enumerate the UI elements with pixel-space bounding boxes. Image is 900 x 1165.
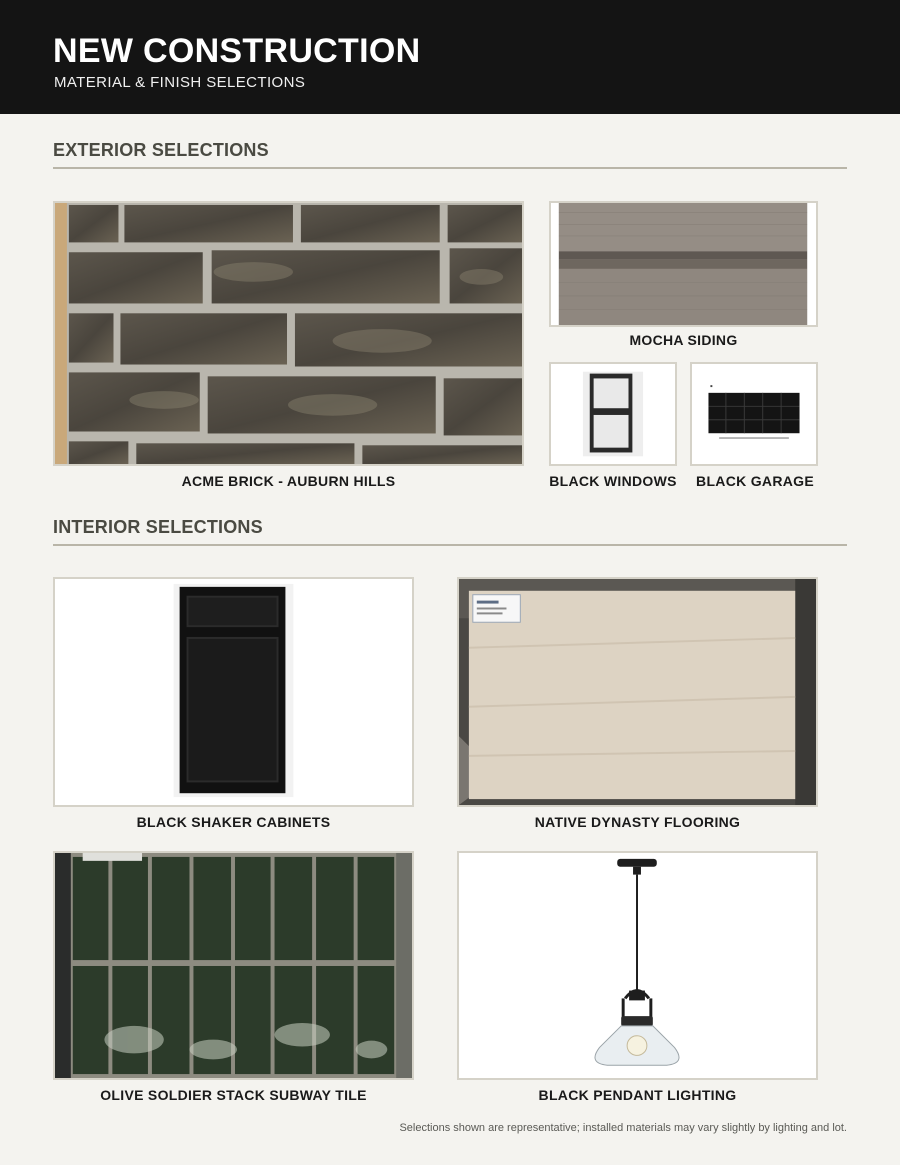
subway-tile-swatch-image: [53, 851, 414, 1080]
page-subtitle: MATERIAL & FINISH SELECTIONS: [54, 74, 306, 91]
flooring-caption: NATIVE DYNASTY FLOORING: [534, 814, 741, 830]
pendant-caption: BLACK PENDANT LIGHTING: [538, 1087, 737, 1103]
garage-swatch-image: [690, 362, 818, 466]
window-swatch-image: [549, 362, 677, 466]
subway-tile-caption: OLIVE SOLDIER STACK SUBWAY TILE: [100, 1087, 367, 1103]
siding-swatch-image: [549, 201, 818, 327]
exterior-heading: EXTERIOR SELECTIONS: [53, 139, 847, 169]
pendant-light-swatch-image: [457, 851, 818, 1080]
flooring-swatch-image: [457, 577, 818, 807]
brick-swatch-image: [53, 201, 524, 466]
footnote: Selections shown are representative; installed materials may vary slightly by lighting and lot.: [399, 1122, 847, 1134]
cabinets-caption: BLACK SHAKER CABINETS: [136, 814, 331, 830]
windows-caption: BLACK WINDOWS: [549, 473, 677, 489]
brick-caption: ACME BRICK - AUBURN HILLS: [181, 473, 396, 489]
siding-caption: MOCHA SIDING: [629, 332, 738, 348]
garage-caption: BLACK GARAGE: [696, 473, 814, 489]
page-title: NEW CONSTRUCTION: [53, 32, 421, 70]
page-header: [0, 0, 900, 114]
interior-heading: INTERIOR SELECTIONS: [53, 516, 847, 546]
cabinet-swatch-image: [53, 577, 414, 807]
